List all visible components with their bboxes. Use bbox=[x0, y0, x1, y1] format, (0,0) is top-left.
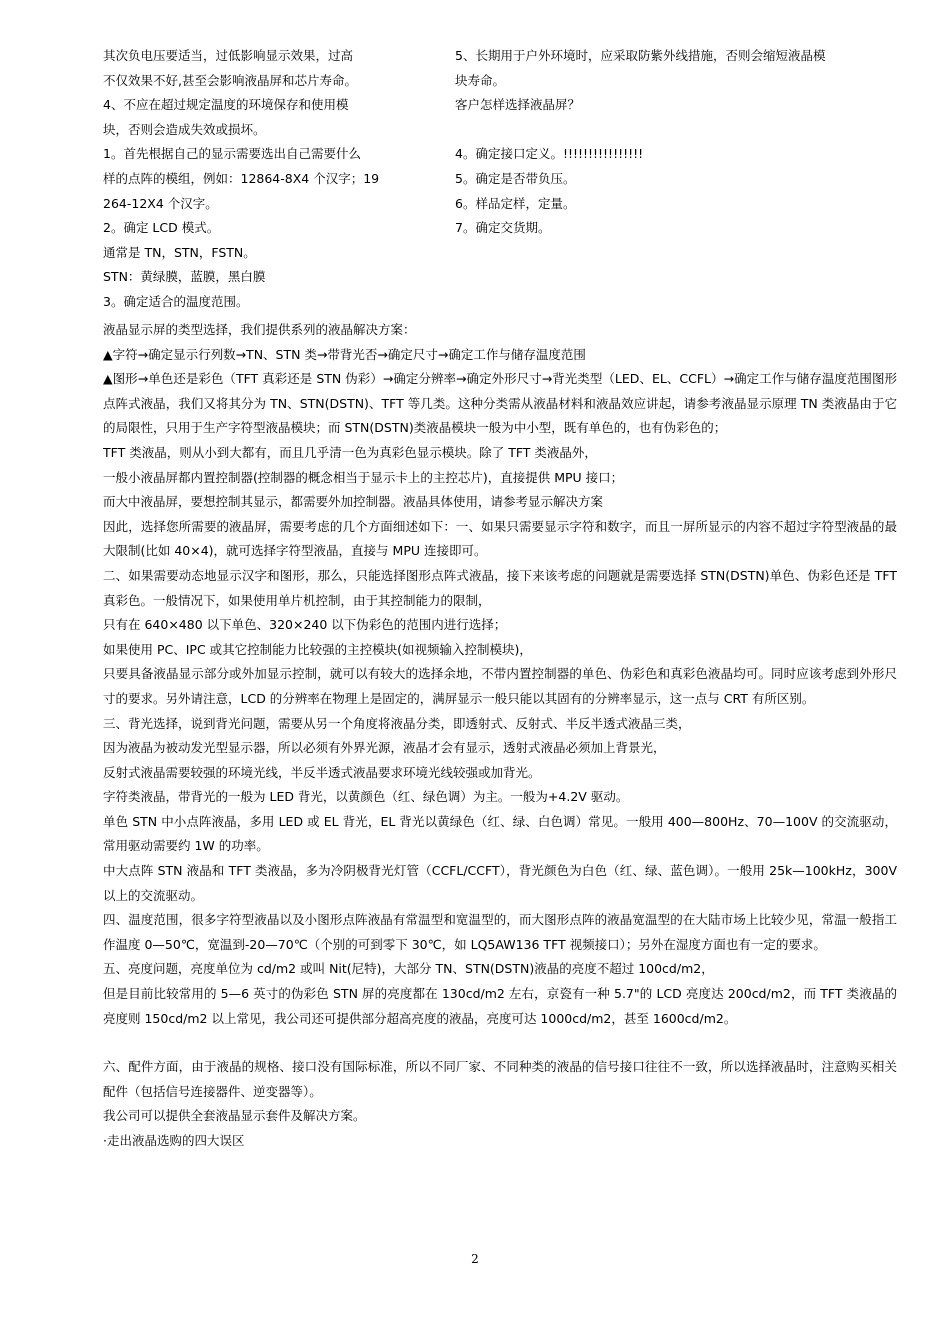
left-line: 不仅效果不好,甚至会影响液晶屏和芯片寿命。 bbox=[103, 72, 357, 88]
body-paragraph: 因此，选择您所需要的液晶屏，需要考虑的几个方面细述如下：一、如果只需要显示字符和数字，而且一屏所显示的内容不超过字符型液晶的最大限制(比如 40×4)，就可选择字符型液晶，直接与 MPU 连接即可。 bbox=[103, 518, 897, 559]
body-paragraph: 一般小液晶屏都内置控制器(控制器的概念相当于显示卡上的主控芯片)，直接提供 MPU 接口； bbox=[103, 469, 624, 485]
body-paragraph: 六、配件方面，由于液晶的规格、接口没有国际标准，所以不同厂家、不同种类的液晶的信号接口往往不一致，所以选择液晶时，注意购买相关配件（包括信号连接器件、逆变器等）。 bbox=[103, 1059, 897, 1099]
body-paragraph: 中大点阵 STN 液晶和 TFT 类液晶，多为冷阴极背光灯管（CCFL/CCFT），背光颜色为白色（红、绿、蓝色调）。一般用 25k—100kHz，300V 以上的交流驱动。 bbox=[103, 863, 897, 903]
body-paragraph: 而大中液晶屏，要想控制其显示，都需要外加控制器。液晶具体使用，请参考显示解决方案 bbox=[103, 494, 604, 510]
right-line: 7。确定交货期。 bbox=[455, 220, 551, 236]
left-line: 2。确定 LCD 模式。 bbox=[103, 220, 220, 236]
left-column bbox=[103, 44, 433, 315]
body-paragraph: 只有在 640×480 以下单色、320×240 以下伪彩色的范围内进行选择； bbox=[103, 617, 507, 633]
right-line: 块寿命。 bbox=[455, 72, 506, 88]
body-paragraph: 二、如果需要动态地显示汉字和图形，那么，只能选择图形点阵式液晶，接下来该考虑的问题就是需要选择 STN(DSTN)单色、伪彩色还是 TFT 真彩色。一般情况下，如果使用单片机控制，由于其控制能力的限制， bbox=[103, 567, 897, 608]
body-paragraph: 如果使用 PC、IPC 或其它控制能力比较强的主控模块(如视频输入控制模块)， bbox=[103, 641, 532, 657]
right-line-blank bbox=[455, 118, 903, 143]
full-width-body bbox=[103, 318, 897, 1154]
body-paragraph: 四、温度范围，很多字符型液晶以及小图形点阵液晶有常温型和宽温型的，而大图形点阵的液晶宽温型的在大陆市场上比较少见，常温一般指工作温度 0—50℃，宽温到-20—70℃（个别的可到零下 30℃，如 LQ5AW136 TFT 视频接口）；另外在湿度方面也有一定的要求。 bbox=[103, 912, 897, 952]
right-line: 5。确定是否带负压。 bbox=[455, 170, 576, 186]
body-paragraph: TFT 类液晶，则从小到大都有，而且几乎清一色为真彩色显示模块。除了 TFT 类液晶外， bbox=[103, 444, 597, 460]
body-paragraph: 单色 STN 中小点阵液晶，多用 LED 或 EL 背光，EL 背光以黄绿色（红、绿、白色调）常见。一般用 400—800Hz、70—100V 的交流驱动，常用驱动需要约 1W 的功率。 bbox=[103, 813, 897, 854]
right-line: 客户怎样选择液晶屏？ bbox=[455, 97, 581, 113]
paragraph-gap bbox=[103, 1031, 897, 1055]
body-paragraph: 液晶显示屏的类型选择，我们提供系列的液晶解决方案： bbox=[103, 322, 416, 337]
body-paragraph: 但是目前比较常用的 5—6 英寸的伪彩色 STN 屏的亮度都在 130cd/m2 左右，京瓷有一种 5.7"的 LCD 亮度达 200cd/m2，而 TFT 类液晶的亮度则 150cd/m2 以上常见，我公司还可提供部分超高亮度的液晶，亮度可达 1000cd/m2，甚至 1600cd/m2。 bbox=[103, 986, 897, 1026]
left-line: 样的点阵的模组，例如：12864-8X4 个汉字；19 bbox=[103, 170, 380, 186]
left-line: STN：黄绿膜，蓝膜，黑白膜 bbox=[103, 269, 266, 285]
body-paragraph: ▲字符→确定显示行列数→TN、STN 类→带背光否→确定尺寸→确定工作与储存温度范围 bbox=[103, 346, 586, 362]
right-line: 5、长期用于户外环境时，应采取防紫外线措施，否则会缩短液晶模 bbox=[455, 48, 826, 63]
body-paragraph: 只要具备液晶显示部分或外加显示控制，就可以有较大的选择余地，不带内置控制器的单色、伪彩色和真彩色液晶均可。同时应该考虑到外形尺寸的要求。另外请注意，LCD 的分辨率在物理上是固定的，满屏显示一般只能以其固有的分辨率显示，这一点与 CRT 有所区别。 bbox=[103, 666, 897, 706]
left-line: 264-12X4 个汉字。 bbox=[103, 195, 218, 211]
right-column bbox=[455, 44, 903, 241]
left-line: 块，否则会造成失效或损坏。 bbox=[103, 121, 266, 137]
section-heading: ·走出液晶选购的四大误区 bbox=[103, 1133, 245, 1148]
left-line: 通常是 TN，STN，FSTN。 bbox=[103, 244, 256, 260]
body-paragraph: 三、背光选择，说到背光问题，需要从另一个角度将液晶分类，即透射式、反射式、半反半透式液晶三类， bbox=[103, 715, 691, 731]
left-line: 3。确定适合的温度范围。 bbox=[103, 293, 249, 309]
body-paragraph: 反射式液晶需要较强的环境光线，半反半透式液晶要求环境光线较强或加背光。 bbox=[103, 764, 541, 780]
left-line: 4、不应在超过规定温度的环境保存和使用模 bbox=[103, 97, 349, 113]
body-paragraph: 五、亮度问题，亮度单位为 cd/m2 或叫 Nit(尼特)，大部分 TN、STN(DSTN)液晶的亮度不超过 100cd/m2， bbox=[103, 961, 714, 977]
right-line: 6。样品定样，定量。 bbox=[455, 195, 576, 211]
left-line: 1。首先根据自己的显示需要选出自己需要什么 bbox=[103, 146, 361, 162]
body-paragraph: 我公司可以提供全套液晶显示套件及解决方案。 bbox=[103, 1108, 366, 1124]
right-line: 4。确定接口定义。!!!!!!!!!!!!!!!! bbox=[455, 146, 644, 162]
left-line: 其次负电压要适当，过低影响显示效果，过高 bbox=[103, 48, 354, 63]
body-paragraph: 因为液晶为被动发光型显示器，所以必须有外界光源，液晶才会有显示，透射式液晶必须加上背景光， bbox=[103, 740, 666, 756]
body-paragraph: ▲图形→单色还是彩色（TFT 真彩还是 STN 伪彩）→确定分辨率→确定外形尺寸→背光类型（LED、EL、CCFL）→确定工作与储存温度范围图形点阵式液晶，我们又将其分为 TN、STN(DSTN)、TFT 等几类。这种分类需从液晶材料和液晶效应讲起，请参考液晶显示原理 TN 类液晶由于它的局限性，只用于生产字符型液晶模块；而 STN(DSTN)类液晶模块一般为中小型，既有单色的，也有伪彩色的； bbox=[103, 371, 897, 436]
page-number: 2 bbox=[471, 1252, 479, 1266]
body-paragraph: 字符类液晶，带背光的一般为 LED 背光，以黄颜色（红、绿色调）为主。一般为+4.2V 驱动。 bbox=[103, 789, 629, 805]
